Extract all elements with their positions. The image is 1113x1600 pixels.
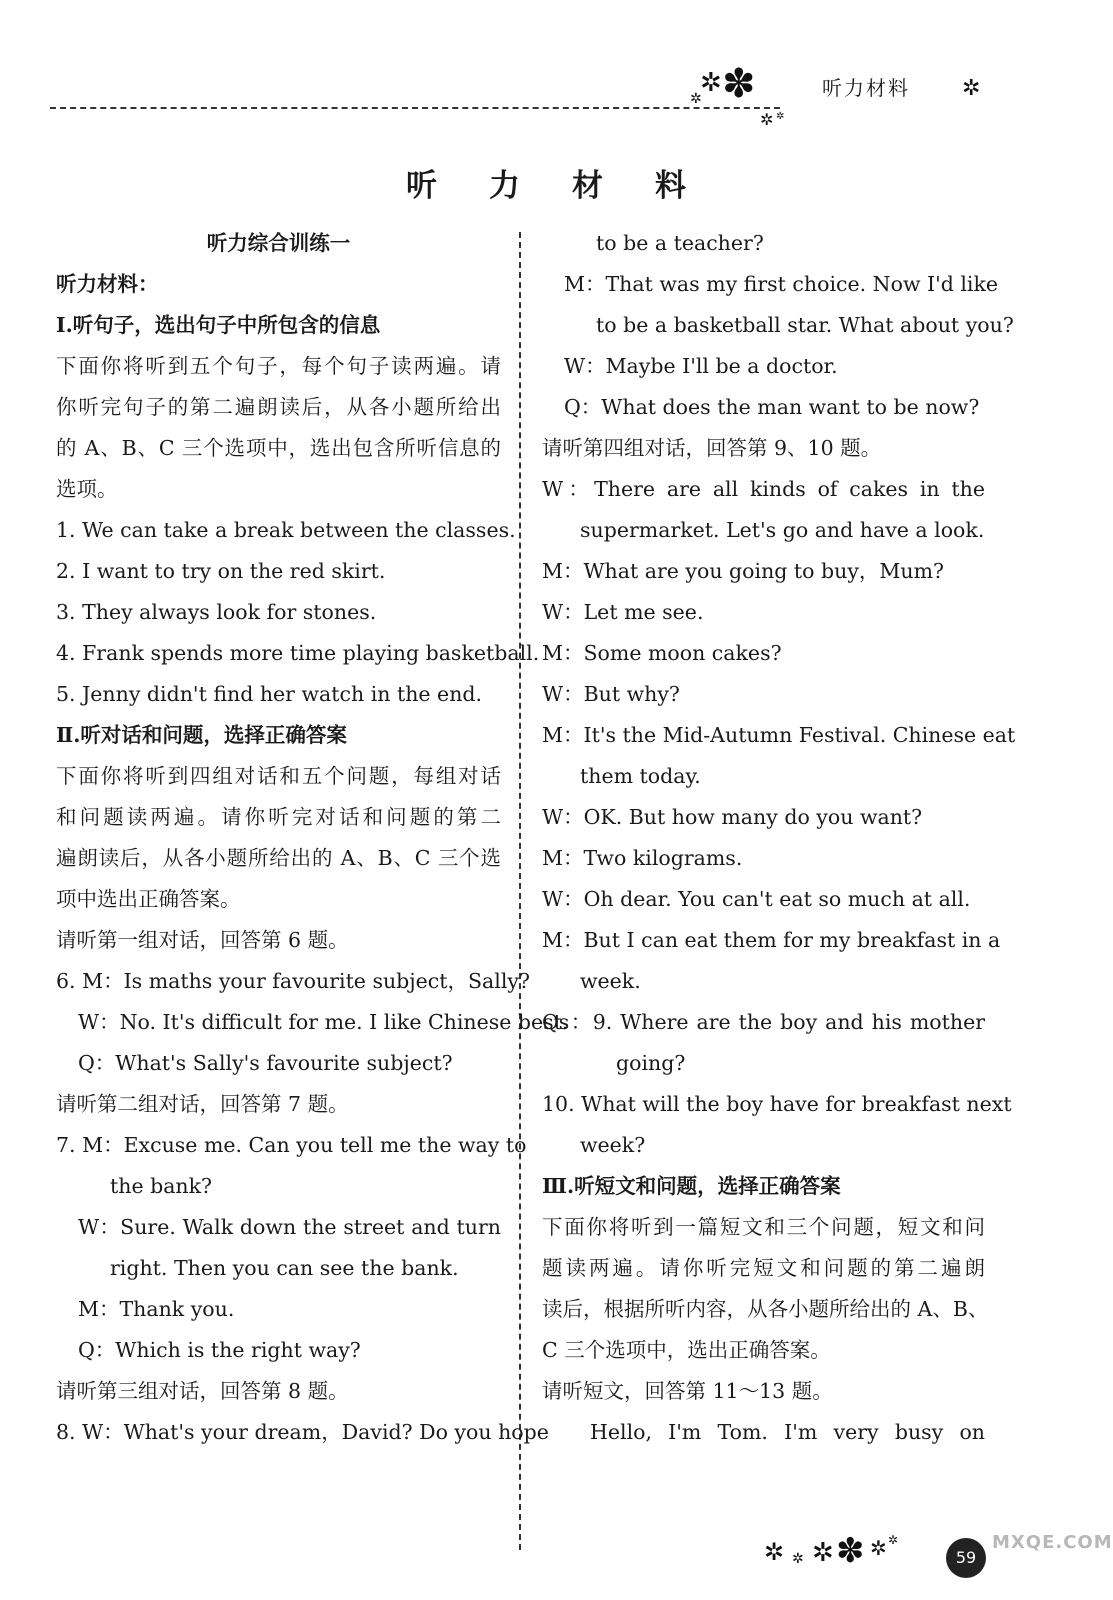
page-header [0,0,1092,140]
text-line: 下面你将听到四组对话和五个问题，每组对话 [56,764,501,788]
text-line: 选项。 [56,477,118,501]
dialogue-line: M：It's the Mid-Autumn Festival. Chinese eat [542,723,1016,747]
text-line: 和问题读两遍。请你听完对话和问题的第二 [56,805,501,829]
sentence-item: 3. They always look for stones. [56,600,377,624]
dialogue-line: M：But I can eat them for my breakfast in a [542,928,1001,952]
dialogue-line: W：Oh dear. You can't eat so much at all. [542,887,971,911]
dialogue-line: W：Maybe I'll be a doctor. [564,354,838,378]
dialogue-line: W：Sure. Walk down the street and turn [78,1215,501,1239]
dialogue-line: 7. M：Excuse me. Can you tell me the way to [56,1133,527,1157]
dialogue-line: W：Let me see. [542,600,704,624]
section-heading: Ⅱ.听对话和问题，选择正确答案 [56,723,347,747]
flower-ornament-icon: ✲ [962,76,981,101]
dialogue-line: Q：Which is the right way? [78,1338,361,1362]
flower-ornament-icon: ✽ [836,1531,865,1571]
dialogue-line: right. Then you can see the bank. [110,1256,459,1280]
flower-ornament-icon: ✽ [722,61,756,107]
header-dashed-line [50,107,780,109]
question-line: 10. What will the boy have for breakfast next [542,1092,1012,1116]
instruction-line: 请听第二组对话，回答第 7 题。 [56,1092,349,1116]
dialogue-line: W：OK. But how many do you want? [542,805,923,829]
dialogue-line: Q：What's Sally's favourite subject? [78,1051,453,1075]
dialogue-line: W：There are all kinds of cakes in the [542,477,985,501]
question-line: going? [616,1051,686,1075]
text-line: 题读两遍。请你听完短文和问题的第二遍朗 [542,1256,985,1280]
dialogue-line: week. [580,969,641,993]
dialogue-line: to be a teacher? [596,231,764,255]
dialogue-line: M：Some moon cakes? [542,641,782,665]
section-heading: Ⅲ.听短文和问题，选择正确答案 [542,1174,841,1198]
text-line: 下面你将听到一篇短文和三个问题，短文和问 [542,1215,985,1239]
flower-ornament-icon: ✲ [776,111,785,122]
question-line: Qs：9. Where are the boy and his mother [542,1010,985,1034]
section-title: 听力综合训练一 [206,231,351,255]
left-column [56,223,569,1453]
instruction-line: 请听第四组对话，回答第 9、10 题。 [542,436,882,460]
page-title: 听力材料 [406,168,738,204]
right-column [542,223,1016,1453]
column-divider [519,232,521,1550]
text-line: 下面你将听到五个句子，每个句子读两遍。请 [56,354,501,378]
dialogue-line: 6. M：Is maths your favourite subject，Sally? [56,969,530,993]
dialogue-line: M：Thank you. [78,1297,235,1321]
text-line: 读后，根据所听内容，从各小题所给出的 A、B、 [542,1297,989,1321]
text-line: C 三个选项中，选出正确答案。 [542,1338,831,1362]
sentence-item: 2. I want to try on the red skirt. [56,559,386,583]
dialogue-line: W：No. It's difficult for me. I like Chinese best. [78,1010,569,1034]
page-number: 59 [946,1538,986,1578]
dialogue-line: supermarket. Let's go and have a look. [580,518,985,542]
question-line: week? [580,1133,646,1157]
sentence-item: 1. We can take a break between the classes. [56,518,516,542]
passage-line: Hello, I'm Tom. I'm very busy on [590,1420,985,1444]
dialogue-line: M：What are you going to buy，Mum? [542,559,945,583]
text-line: 你听完句子的第二遍朗读后，从各小题所给出 [56,395,501,419]
dialogue-line: to be a basketball star. What about you? [596,313,1014,337]
dialogue-line: them today. [580,764,701,788]
flower-ornament-icon: ✲ [870,1536,887,1560]
flower-ornament-icon: ✲ [764,1538,785,1566]
flower-ornament-icon: ✲ [792,1551,804,1567]
flower-ornament-icon: ✲ [700,68,722,98]
section-heading: Ⅰ.听句子，选出句子中所包含的信息 [56,313,381,337]
flower-ornament-icon: ✲ [812,1538,834,1568]
text-line: 项中选出正确答案。 [56,887,241,911]
dialogue-line: the bank? [110,1174,213,1198]
header-label: 听力材料 [822,76,910,100]
sentence-item: 5. Jenny didn't find her watch in the end. [56,682,483,706]
dialogue-line: W：But why? [542,682,680,706]
flower-ornament-icon: ✲ [888,1533,899,1547]
sentence-item: 4. Frank spends more time playing basketball. [56,641,540,665]
dialogue-line: Q：What does the man want to be now? [564,395,980,419]
flower-ornament-icon: ✲ [690,91,702,107]
instruction-line: 请听第三组对话，回答第 8 题。 [56,1379,349,1403]
dialogue-line: M：That was my first choice. Now I'd like [564,272,999,296]
dialogue-line: 8. W：What's your dream，David? Do you hope [56,1420,549,1444]
watermark: MXQE.COM [992,1532,1113,1553]
text-line: 的 A、B、C 三个选项中，选出包含所听信息的 [56,436,501,460]
text-line: 听力材料： [56,272,159,296]
text-line: 遍朗读后，从各小题所给出的 A、B、C 三个选 [56,846,501,870]
instruction-line: 请听短文，回答第 11～13 题。 [542,1379,833,1403]
instruction-line: 请听第一组对话，回答第 6 题。 [56,928,349,952]
flower-ornament-icon: ✲ [760,110,774,129]
dialogue-line: M：Two kilograms. [542,846,743,870]
